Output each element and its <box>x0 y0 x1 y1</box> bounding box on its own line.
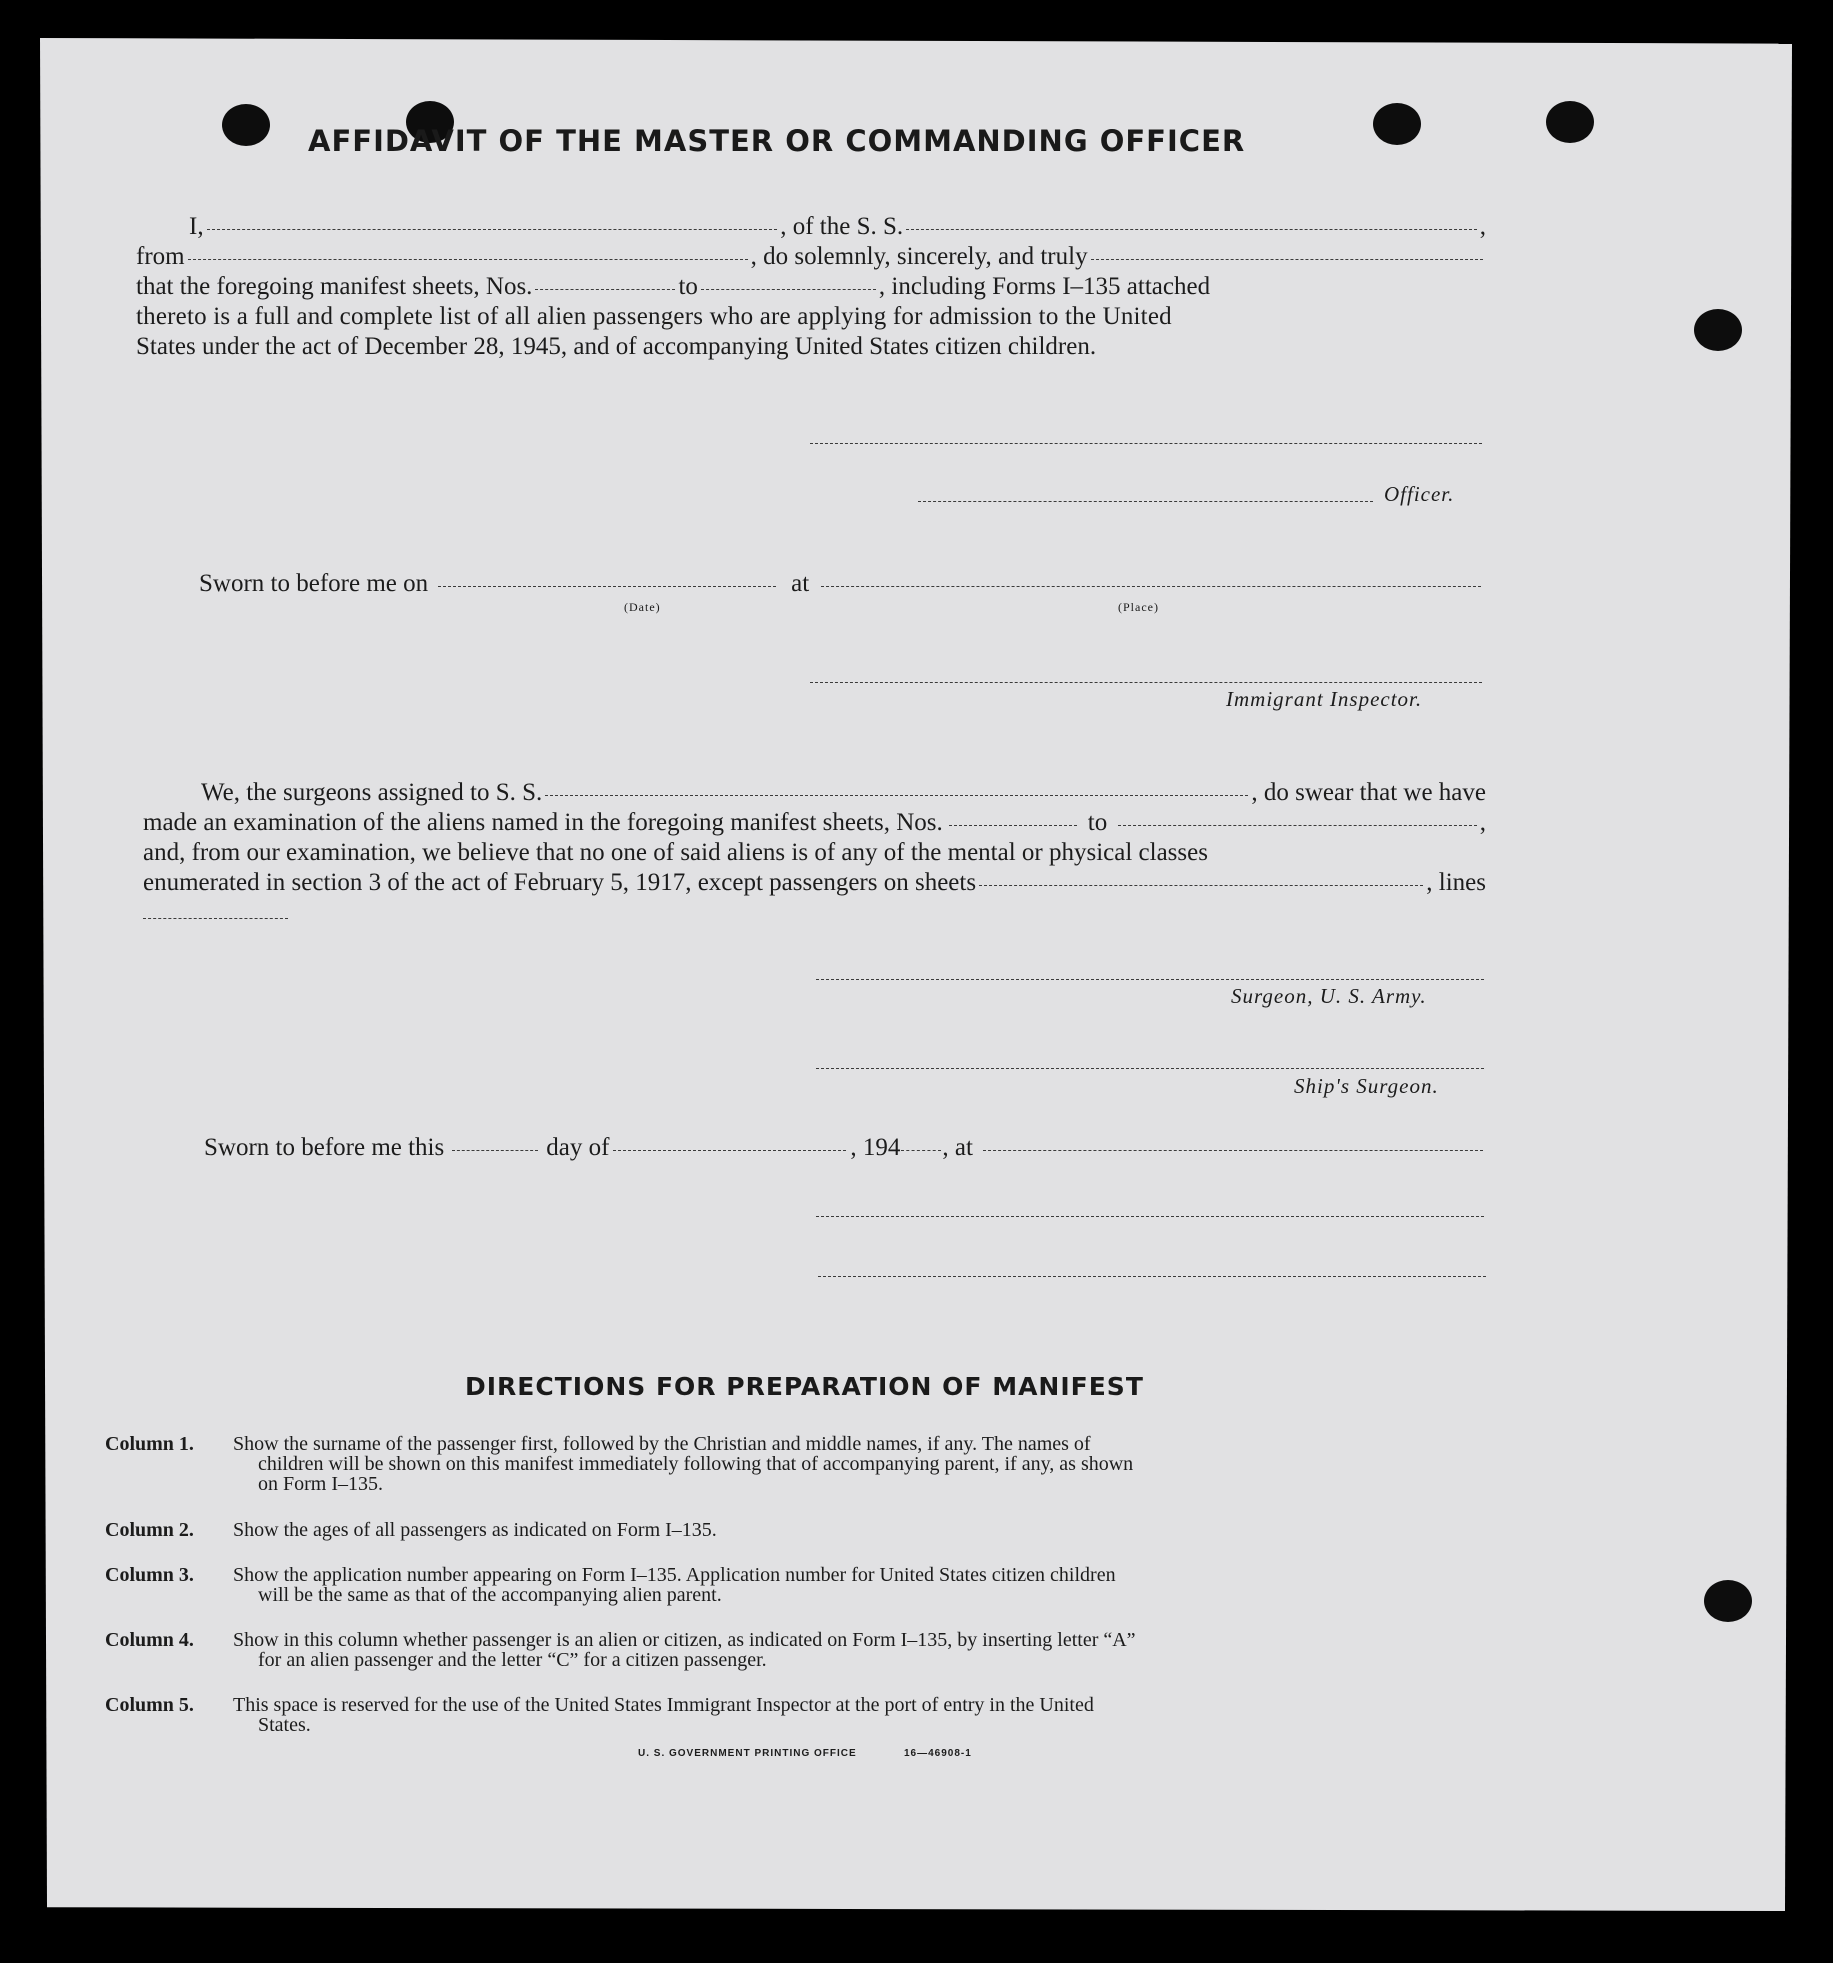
sworn-month-blank[interactable] <box>613 1150 846 1151</box>
punch-hole <box>1546 101 1594 143</box>
sworn-statement-surgeons: Sworn to before me this day of , 194 , at <box>204 1133 1486 1163</box>
exam-sheets-to-blank[interactable] <box>1118 825 1477 826</box>
punch-hole <box>1373 103 1421 145</box>
punch-hole <box>222 104 270 146</box>
surgeons-oath: We, the surgeons assigned to S. S. , do swear that we have made an examination of the aliens named in the foregoing manifest sheets, Nos. to , and, from our examination, we believe that no one of said aliens is of any of the mental or physical classes enumerated in section 3 of the act of February 5, 1917, except passengers on sheets , lines <box>143 779 1486 896</box>
port-from-blank[interactable] <box>188 259 748 260</box>
officer-signature-line-1[interactable] <box>810 443 1482 444</box>
master-name-blank[interactable] <box>207 229 778 230</box>
sworn-place-blank[interactable] <box>821 586 1481 587</box>
exam-sheets-from-blank[interactable] <box>949 825 1077 826</box>
direction-column-5: Column 5. This space is reserved for the use of the United States Immigrant Inspector at the port of entry in the United States. <box>105 1694 1094 1736</box>
direction-column-3: Column 3. Show the application number appearing on Form I–135. Application number for United States citizen children will be the same as that of the accompanying alien parent. <box>105 1564 1116 1606</box>
sheets-from-blank[interactable] <box>535 289 675 290</box>
inspector-label: Immigrant Inspector. <box>1226 687 1423 711</box>
sworn-day-blank[interactable] <box>452 1150 538 1151</box>
punch-hole <box>1694 309 1742 351</box>
sheets-to-blank[interactable] <box>701 289 876 290</box>
declaration-blank[interactable] <box>1091 259 1483 260</box>
except-lines-blank[interactable] <box>143 918 288 919</box>
page-title: AFFIDAVIT OF THE MASTER OR COMMANDING OFFICER <box>308 124 1246 158</box>
officer-signature-line-2[interactable] <box>918 501 1373 502</box>
officer-label: Officer. <box>1384 482 1455 506</box>
direction-column-1: Column 1. Show the surname of the passenger first, followed by the Christian and middle names, if any. The names of children will be shown on this manifest immediately following that of accompanying parent, if any, as shown on Form I–135. <box>105 1433 1134 1495</box>
ship-name-blank[interactable] <box>906 229 1477 230</box>
directions-heading: DIRECTIONS FOR PREPARATION OF MANIFEST <box>465 1372 1144 1401</box>
army-surgeon-signature-line[interactable] <box>816 979 1484 980</box>
ship-surgeon-label: Ship's Surgeon. <box>1294 1074 1439 1098</box>
place-caption: (Place) <box>1118 600 1159 614</box>
master-affidavit: I, , of the S. S. , from , do solemnly, sincerely, and truly that the foregoing manifest sheets, Nos. to , including Forms I–135 attached thereto is a full and complete list of all alien passengers who are applying for admission to the United States under the act of December 28, 1945, and of accompanying United States citizen children. <box>136 213 1487 360</box>
surgeon-ship-blank[interactable] <box>545 795 1248 796</box>
form-code: 16—46908-1 <box>904 1748 972 1759</box>
ship-surgeon-signature-line[interactable] <box>816 1068 1484 1069</box>
inspector-signature-line[interactable] <box>810 682 1482 683</box>
direction-column-4: Column 4. Show in this column whether passenger is an alien or citizen, as indicated on Form I–135, by inserting letter “A” for an alien passenger and the letter “C” for a citizen passenger. <box>105 1629 1136 1671</box>
officiant-signature-line-1[interactable] <box>816 1216 1484 1217</box>
printer-imprint: U. S. GOVERNMENT PRINTING OFFICE <box>638 1748 857 1759</box>
army-surgeon-label: Surgeon, U. S. Army. <box>1231 984 1427 1008</box>
punch-hole <box>1704 1580 1752 1622</box>
officiant-signature-line-2[interactable] <box>818 1276 1486 1277</box>
date-caption: (Date) <box>624 600 661 614</box>
except-sheets-blank[interactable] <box>979 885 1423 886</box>
sworn-year-blank[interactable] <box>901 1150 941 1151</box>
sworn-date-blank[interactable] <box>438 586 776 587</box>
sworn-at-blank[interactable] <box>983 1150 1483 1151</box>
direction-column-2: Column 2. Show the ages of all passengers as indicated on Form I–135. <box>105 1519 717 1541</box>
sworn-statement-inspector: Sworn to before me on at <box>199 569 1484 599</box>
